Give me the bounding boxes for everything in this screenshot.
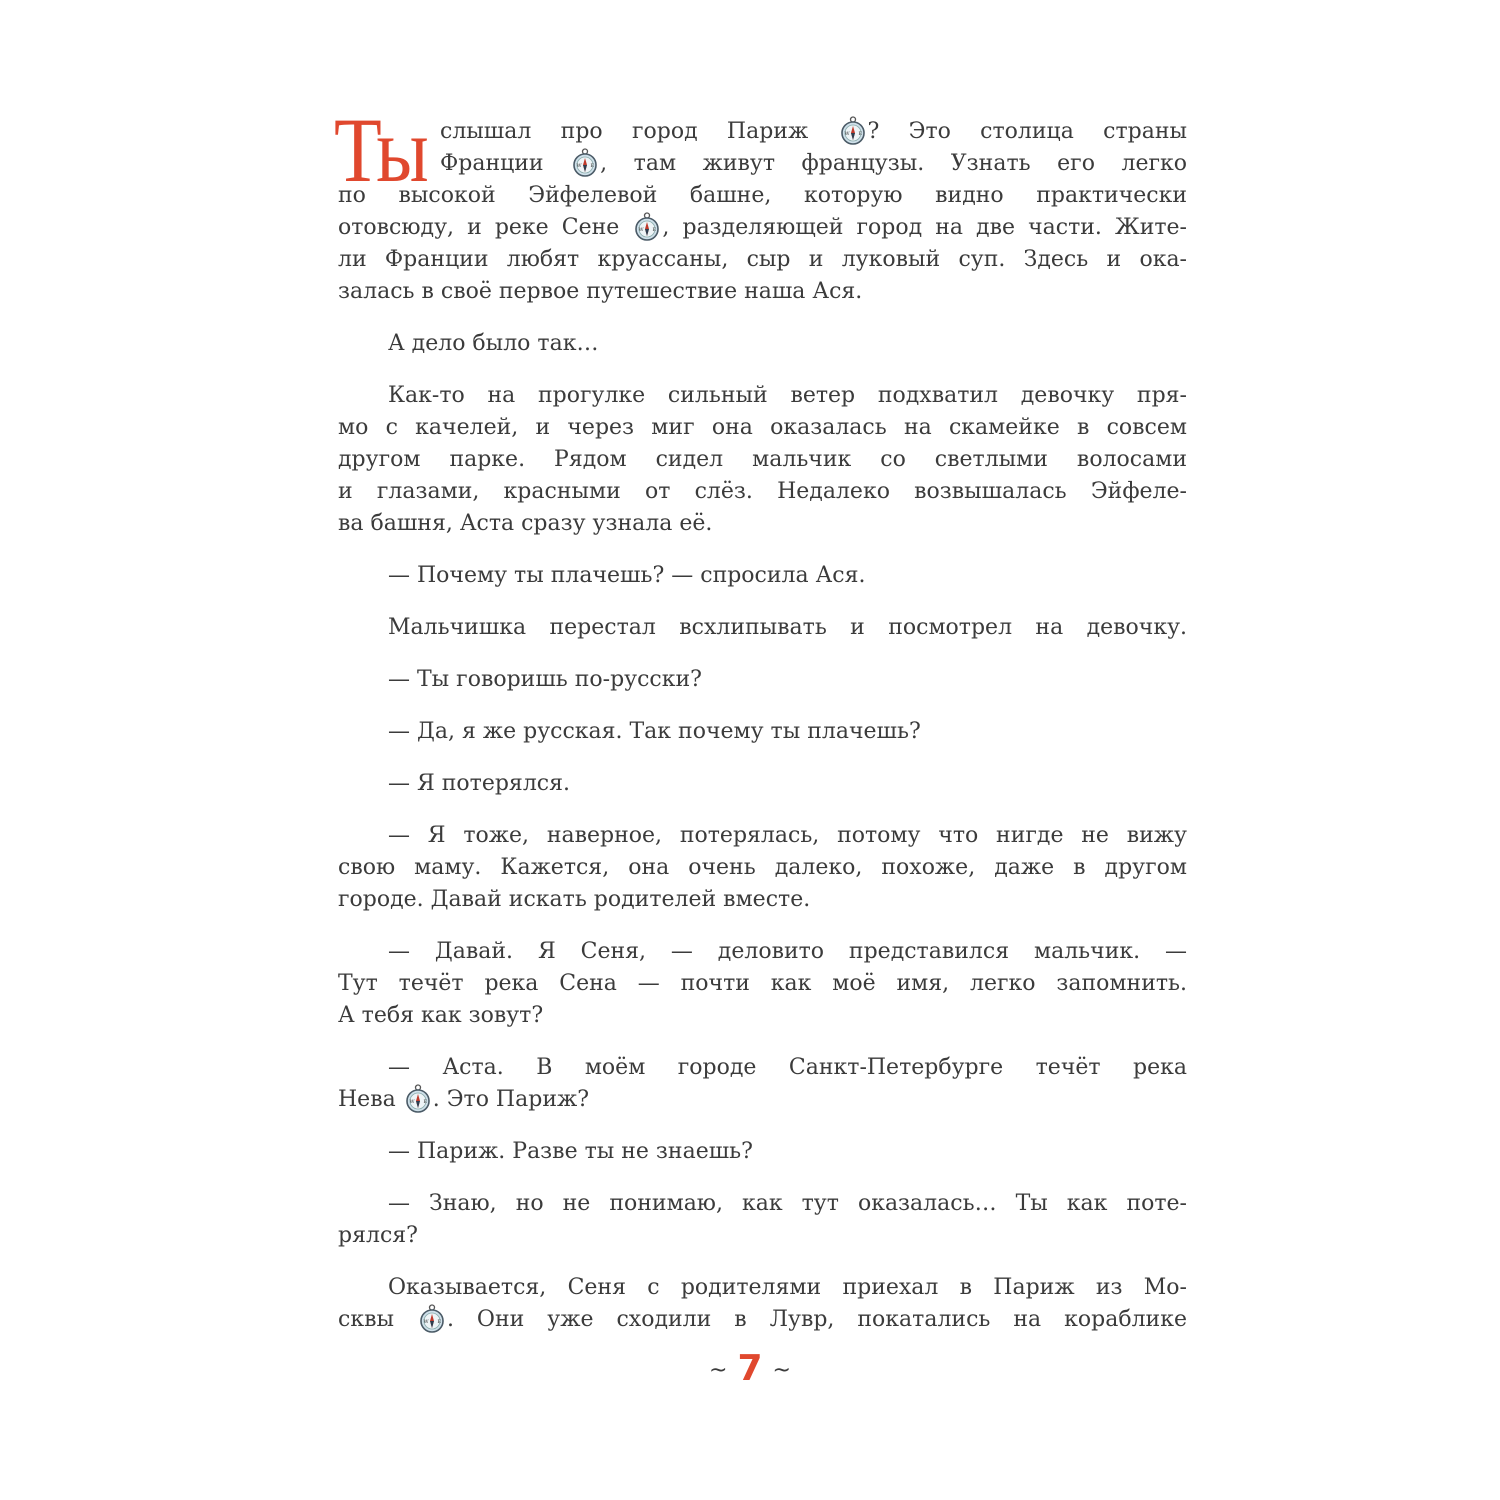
text-line (338, 116, 1187, 148)
page-number-tilde-left: ~ (709, 1358, 728, 1383)
paragraph (338, 328, 1187, 360)
page-number-tilde-right: ~ (772, 1358, 791, 1383)
svg-text:W: W (409, 1099, 415, 1105)
drop-cap: Ты (334, 99, 428, 201)
paragraph (338, 1052, 1187, 1116)
text-segment: городе. Давай искать родителей вместе. (338, 887, 811, 912)
text-segment: — Аста. В моём городе Санкт-Петербурге течёт река (388, 1055, 1187, 1080)
text-line (338, 852, 1187, 884)
page-number-value: 7 (737, 1348, 763, 1389)
svg-text:W: W (576, 163, 582, 169)
text-line (338, 444, 1187, 476)
text-segment: рялся? (338, 1223, 418, 1248)
text-line (338, 768, 1187, 800)
text-line (338, 1052, 1187, 1084)
text-segment: . Они уже сходили в Лувр, покатались на кораблике (446, 1307, 1187, 1332)
text-line (338, 180, 1187, 212)
text-line (338, 936, 1187, 968)
paragraph (338, 716, 1187, 748)
svg-text:E: E (590, 163, 595, 169)
paragraph (338, 664, 1187, 696)
text-segment: Оказывается, Сеня с родителями приехал в Париж из Мо- (388, 1275, 1187, 1300)
paragraph (338, 612, 1187, 644)
paragraph (338, 936, 1187, 1032)
text-segment: , разделяющей город на две части. Жите- (662, 215, 1187, 240)
text-segment: Нева (338, 1087, 403, 1112)
svg-text:W: W (844, 131, 850, 137)
paragraph (338, 116, 1187, 308)
text-line (338, 148, 1187, 180)
text-segment: , там живут французы. Узнать его легко (600, 151, 1187, 176)
text-segment: Мальчишка перестал всхлипывать и посмотрел на девочку. (388, 615, 1187, 640)
paragraph (338, 1136, 1187, 1168)
svg-text:E: E (652, 227, 657, 233)
text-segment: . Это Париж? (432, 1087, 590, 1112)
compass-icon (405, 1084, 431, 1114)
text-segment: слышал про город Париж (440, 119, 838, 144)
text-segment: А тебя как зовут? (338, 1003, 544, 1028)
text-line (338, 244, 1187, 276)
text-line (338, 1188, 1187, 1220)
compass-icon (840, 116, 866, 146)
text-segment: — Ты говоришь по-русски? (388, 667, 702, 692)
text-segment: — Давай. Я Сеня, — деловито представился мальчик. — (388, 939, 1187, 964)
svg-text:E: E (437, 1319, 442, 1325)
text-segment: ва башня, Аста сразу узнала её. (338, 511, 713, 536)
text-line (338, 716, 1187, 748)
svg-text:W: W (423, 1319, 429, 1325)
text-segment: отовсюду, и реке Сене (338, 215, 633, 240)
text-line (338, 1136, 1187, 1168)
text-line (338, 1000, 1187, 1032)
svg-text:W: W (638, 227, 645, 233)
text-segment: — Я потерялся. (388, 771, 570, 796)
text-line (338, 1304, 1187, 1336)
paragraph (338, 380, 1187, 540)
text-line (338, 884, 1187, 916)
text-line (338, 968, 1187, 1000)
text-segment: Тут течёт река Сена — почти как моё имя, легко запомнить. (338, 971, 1187, 996)
text-line (338, 560, 1187, 592)
text-segment: и глазами, красными от слёз. Недалеко возвышалась Эйфеле- (338, 479, 1187, 504)
text-line (338, 412, 1187, 444)
book-text (334, 99, 1187, 1336)
text-segment: — Париж. Разве ты не знаешь? (388, 1139, 753, 1164)
text-line (338, 612, 1187, 644)
text-segment: Как-то на прогулке сильный ветер подхватил девочку пря- (388, 383, 1187, 408)
text-line (338, 508, 1187, 540)
text-line (338, 276, 1187, 308)
text-segment: А дело было так… (388, 331, 599, 356)
text-segment: — Я тоже, наверное, потерялась, потому что нигде не вижу (388, 823, 1187, 848)
text-line (338, 664, 1187, 696)
text-segment: ? Это столица страны (867, 119, 1187, 144)
text-segment: мо с качелей, и через миг она оказалась на скамейке в совсем (338, 415, 1187, 440)
text-line (338, 380, 1187, 412)
text-segment: по высокой Эйфелевой башне, которую видно практически (338, 183, 1187, 208)
text-line (338, 1084, 1187, 1116)
paragraph (338, 768, 1187, 800)
text-segment: — Почему ты плачешь? — спросила Ася. (388, 563, 866, 588)
text-line (338, 820, 1187, 852)
svg-text:E: E (858, 131, 862, 137)
text-segment: свою маму. Кажется, она очень далеко, похоже, даже в другом (338, 855, 1187, 880)
compass-icon (572, 148, 598, 178)
text-line (338, 328, 1187, 360)
text-line (338, 1272, 1187, 1304)
text-line (338, 1220, 1187, 1252)
compass-icon (634, 212, 660, 242)
text-segment: — Знаю, но не понимаю, как тут оказалась… Ты как поте- (388, 1191, 1187, 1216)
text-segment: сквы (338, 1307, 417, 1332)
text-line (338, 476, 1187, 508)
paragraph (338, 820, 1187, 916)
text-segment: залась в своё первое путешествие наша Ася. (338, 279, 863, 304)
paragraph (338, 1272, 1187, 1336)
svg-text:E: E (423, 1099, 427, 1105)
paragraph (338, 560, 1187, 592)
text-line (338, 212, 1187, 244)
page-number (0, 1348, 1500, 1389)
text-segment: — Да, я же русская. Так почему ты плачешь? (388, 719, 921, 744)
text-segment: Франции (440, 151, 571, 176)
paragraph (338, 1188, 1187, 1252)
compass-icon (419, 1304, 445, 1334)
text-segment: ли Франции любят круассаны, сыр и луковый суп. Здесь и ока- (338, 247, 1187, 272)
text-segment: другом парке. Рядом сидел мальчик со светлыми волосами (338, 447, 1187, 472)
